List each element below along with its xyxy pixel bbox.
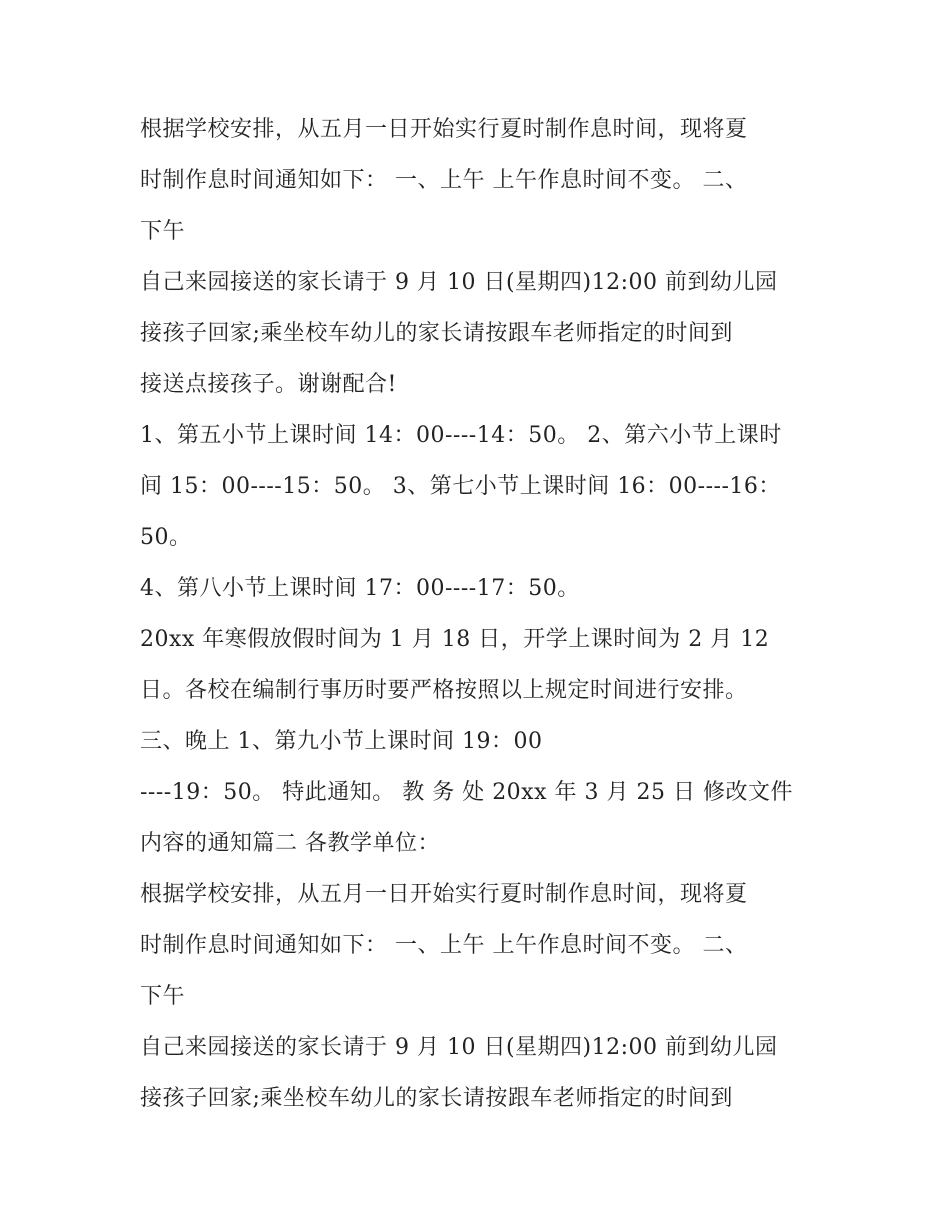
- text-line: 50。: [140, 525, 192, 550]
- text-line: 自己来园接送的家长请于 9 月 10 日(星期四)12:00 前到幼儿园: [140, 270, 778, 295]
- document-body: [140, 104, 820, 1124]
- text-line: 三、晚上 1、第九小节上课时间 19：00: [140, 729, 543, 754]
- text-line: 下午: [140, 219, 186, 244]
- text-line: 20xx 年寒假放假时间为 1 月 18 日，开学上课时间为 2 月 12: [140, 627, 770, 652]
- text-line: 接孩子回家;乘坐校车幼儿的家长请按跟车老师指定的时间到: [140, 321, 733, 346]
- text-line: 1、第五小节上课时间 14：00----14：50。 2、第六小节上课时: [140, 423, 782, 448]
- text-line: 时制作息时间通知如下： 一、上午 上午作息时间不变。 二、: [140, 168, 748, 193]
- text-line: 时制作息时间通知如下： 一、上午 上午作息时间不变。 二、: [140, 933, 748, 958]
- text-line: 4、第八小节上课时间 17：00----17：50。: [140, 576, 580, 601]
- text-line: 接送点接孩子。谢谢配合!: [140, 372, 397, 397]
- text-line: 根据学校安排，从五月一日开始实行夏时制作息时间，现将夏: [140, 882, 748, 907]
- text-line: 根据学校安排，从五月一日开始实行夏时制作息时间，现将夏: [140, 117, 748, 142]
- text-line: 下午: [140, 984, 186, 1009]
- text-line: 接孩子回家;乘坐校车幼儿的家长请按跟车老师指定的时间到: [140, 1086, 733, 1111]
- text-line: 间 15：00----15：50。 3、第七小节上课时间 16：00----16：: [140, 474, 781, 499]
- text-line: 日。各校在编制行事历时要严格按照以上规定时间进行安排。: [140, 678, 748, 703]
- text-line: 自己来园接送的家长请于 9 月 10 日(星期四)12:00 前到幼儿园: [140, 1035, 778, 1060]
- text-line: 内容的通知篇二 各教学单位：: [140, 831, 440, 856]
- text-line: ----19：50。 特此通知。 教 务 处 20xx 年 3 月 25 日 修改文件: [140, 780, 793, 805]
